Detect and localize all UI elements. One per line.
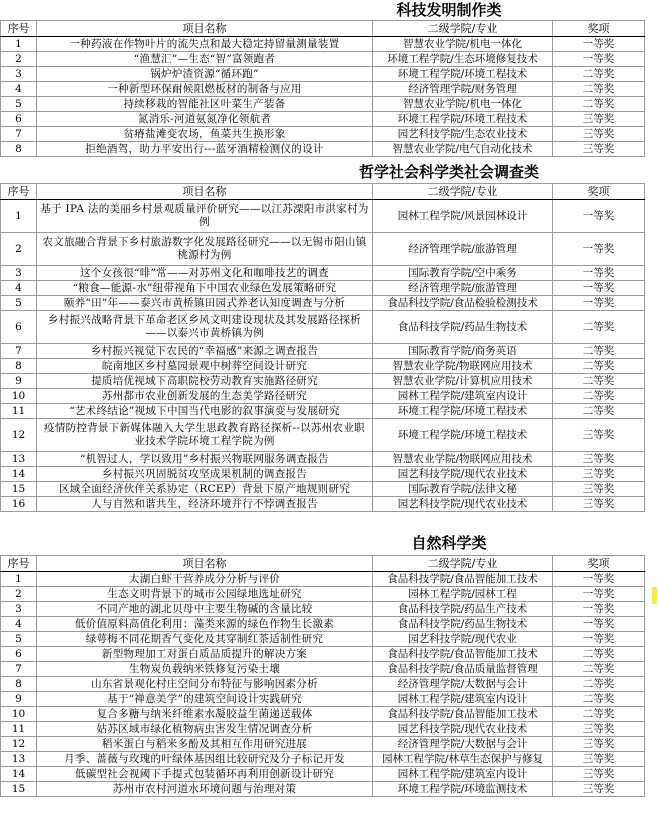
project-name: 山东省景观化村庄空间分布特征与影响因素分析 <box>37 677 373 692</box>
table-row <box>1 482 645 497</box>
table-header-row <box>1 21 645 37</box>
row-number: 11 <box>1 722 37 737</box>
project-name: 人与自然和谐共生，经济环境并行不悖调查报告 <box>37 497 373 512</box>
project-name: 稻米蛋白与稻米多酚及其相互作用研究进展 <box>37 737 373 752</box>
table-row <box>1 632 645 647</box>
header-cell: 项目名称 <box>37 184 373 200</box>
college-major: 经济管理学院/旅游管理 <box>373 233 553 266</box>
row-number: 10 <box>1 707 37 722</box>
cell-highlight <box>652 587 657 604</box>
award: 一等奖 <box>553 37 645 52</box>
college-major: 国际教育学院/法律文秘 <box>373 482 553 497</box>
college-major: 园艺科技学院/现代农业 <box>373 632 553 647</box>
award: 二等奖 <box>553 82 645 97</box>
header-cell: 序号 <box>1 556 37 572</box>
table-tech <box>0 20 645 157</box>
award: 二等奖 <box>553 404 645 419</box>
table-row <box>1 497 645 512</box>
table-row <box>1 359 645 374</box>
project-name: 这个女孩很“啡”常——对苏州文化和咖啡技艺的调查 <box>37 266 373 281</box>
award: 一等奖 <box>553 233 645 266</box>
award: 三等奖 <box>553 782 645 797</box>
college-major: 环境工程学院/环境工程技术 <box>373 404 553 419</box>
college-major: 食品科技学院/食品智能加工技术 <box>373 707 553 722</box>
project-name: 一种药液在作物叶片的流失点和最大稳定持留量测量装置 <box>37 37 373 52</box>
row-number: 7 <box>1 127 37 142</box>
award: 三等奖 <box>553 127 645 142</box>
row-number: 8 <box>1 677 37 692</box>
row-number: 9 <box>1 374 37 389</box>
row-number: 2 <box>1 233 37 266</box>
college-major: 园林工程学院/园林工程 <box>373 587 553 602</box>
row-number: 8 <box>1 142 37 157</box>
project-name: 锅炉炉渣资源“循环跑” <box>37 67 373 82</box>
award: 一等奖 <box>553 617 645 632</box>
row-number: 1 <box>1 200 37 233</box>
award: 一等奖 <box>553 296 645 311</box>
project-name: 区域全面经济伙伴关系协定（RCEP）背景下原产地规则研究 <box>37 482 373 497</box>
table-row <box>1 233 645 266</box>
project-name: “渔慧汇”—生态“智”富领跑者 <box>37 52 373 67</box>
award: 二等奖 <box>553 677 645 692</box>
table-row <box>1 752 645 767</box>
row-number: 16 <box>1 497 37 512</box>
table-row <box>1 281 645 296</box>
table-row <box>1 404 645 419</box>
row-number: 5 <box>1 632 37 647</box>
award: 三等奖 <box>553 737 645 752</box>
college-major: 园林工程学院/风景园林设计 <box>373 200 553 233</box>
header-cell: 奖项 <box>553 21 645 37</box>
college-major: 食品科技学院/食品智能加工技术 <box>373 572 553 587</box>
header-cell: 奖项 <box>553 184 645 200</box>
table-header-row <box>1 184 645 200</box>
college-major: 食品科技学院/食品质量监督管理 <box>373 662 553 677</box>
award: 三等奖 <box>553 722 645 737</box>
table-row <box>1 722 645 737</box>
project-name: 乡村振兴巩固脱贫攻坚成果机制的调查报告 <box>37 467 373 482</box>
header-cell: 序号 <box>1 184 37 200</box>
table-row <box>1 142 645 157</box>
project-name: 复合多糖与纳米纤维素水凝胶益生菌递送载体 <box>37 707 373 722</box>
award: 一等奖 <box>553 281 645 296</box>
project-name: 绿萼梅不同花期香气变化及其穿制红茶适制性研究 <box>37 632 373 647</box>
project-name: 氮消乐-河道氨氮净化领航者 <box>37 112 373 127</box>
table-row <box>1 419 645 452</box>
college-major: 园艺科技学院/生态农业技术 <box>373 127 553 142</box>
table-row <box>1 296 645 311</box>
project-name: “艺术终结论”视域下中国当代电影的叙事演变与发展研究 <box>37 404 373 419</box>
project-name: 低碳型社会视阈下手提式包装循环再利用创新设计研究 <box>37 767 373 782</box>
award: 三等奖 <box>553 767 645 782</box>
row-number: 4 <box>1 281 37 296</box>
row-number: 7 <box>1 662 37 677</box>
header-cell: 二级学院/专业 <box>373 184 553 200</box>
college-major: 经济管理学院/大数据与会计 <box>373 677 553 692</box>
table-row <box>1 97 645 112</box>
award: 三等奖 <box>553 112 645 127</box>
row-number: 5 <box>1 296 37 311</box>
table-row <box>1 587 645 602</box>
table-row <box>1 82 645 97</box>
project-name: “机智过人，学以致用”乡村振兴物联网服务调查报告 <box>37 452 373 467</box>
table-row <box>1 572 645 587</box>
table-social <box>0 183 645 512</box>
row-number: 3 <box>1 67 37 82</box>
project-name: 提质培优视域下高职院校劳动教育实施路径研究 <box>37 374 373 389</box>
college-major: 经济管理学院/财务管理 <box>373 82 553 97</box>
row-number: 11 <box>1 404 37 419</box>
row-number: 6 <box>1 311 37 344</box>
row-number: 6 <box>1 112 37 127</box>
table-row <box>1 737 645 752</box>
table-row <box>1 389 645 404</box>
row-number: 7 <box>1 344 37 359</box>
row-number: 1 <box>1 572 37 587</box>
award: 三等奖 <box>553 419 645 452</box>
row-number: 15 <box>1 782 37 797</box>
table-header-row <box>1 556 645 572</box>
college-major: 国际教育学院/空中乘务 <box>373 266 553 281</box>
college-major: 园艺科技学院/现代农业技术 <box>373 497 553 512</box>
section-title-science: 自然科学类 <box>411 534 487 552</box>
award: 一等奖 <box>553 602 645 617</box>
college-major: 食品科技学院/食品检验检测技术 <box>373 296 553 311</box>
table-row <box>1 67 645 82</box>
project-name: 基于 IPA 法的美丽乡村景观质量评价研究——以江苏溧阳市洪家村为例 <box>37 200 373 233</box>
project-name: 生态文明背景下的城市公园绿地选址研究 <box>37 587 373 602</box>
row-number: 12 <box>1 419 37 452</box>
award: 二等奖 <box>553 707 645 722</box>
header-cell: 二级学院/专业 <box>373 21 553 37</box>
table-row <box>1 707 645 722</box>
project-name: 苏州都市农业创新发展的生态美学路径研究 <box>37 389 373 404</box>
table-row <box>1 127 645 142</box>
project-name: 月季、蔷薇与玫瑰的叶绿体基因组比较研究及分子标记开发 <box>37 752 373 767</box>
row-number: 9 <box>1 692 37 707</box>
college-major: 环境工程学院/环境监测技术 <box>373 782 553 797</box>
award: 二等奖 <box>553 344 645 359</box>
college-major: 经济管理学院/大数据与会计 <box>373 737 553 752</box>
award: 一等奖 <box>553 587 645 602</box>
header-cell: 项目名称 <box>37 556 373 572</box>
award: 二等奖 <box>553 389 645 404</box>
table-row <box>1 344 645 359</box>
college-major: 智慧农业学院/电气自动化技术 <box>373 142 553 157</box>
project-name: 颐养“田”年——泰兴市黄桥镇田园式养老认知度调查与分析 <box>37 296 373 311</box>
table-row <box>1 692 645 707</box>
header-cell: 项目名称 <box>37 21 373 37</box>
college-major: 智慧农业学院/计算机应用技术 <box>373 374 553 389</box>
table-row <box>1 617 645 632</box>
project-name: 基于“禅意美学”的建筑空间设计实践研究 <box>37 692 373 707</box>
college-major: 食品科技学院/食品智能加工技术 <box>373 647 553 662</box>
row-number: 15 <box>1 482 37 497</box>
project-name: 乡村振兴战略背景下革命老区乡风文明建设现状及其发展路径探析——以泰兴市黄桥镇为例 <box>37 311 373 344</box>
college-major: 园林工程学院/建筑室内设计 <box>373 692 553 707</box>
college-major: 园艺科技学院/现代农业技术 <box>373 722 553 737</box>
header-cell: 序号 <box>1 21 37 37</box>
award: 三等奖 <box>553 752 645 767</box>
table-row <box>1 647 645 662</box>
table-row <box>1 52 645 67</box>
table-row <box>1 662 645 677</box>
table-row <box>1 311 645 344</box>
award: 一等奖 <box>553 266 645 281</box>
table-row <box>1 467 645 482</box>
project-name: 新型物理加工对蛋白质品质提升的解决方案 <box>37 647 373 662</box>
project-name: 乡村振兴视觉下农民的“幸福感”来源之调查报告 <box>37 344 373 359</box>
project-name: 贫瘠盐滩变农场，鱼菜共生换形象 <box>37 127 373 142</box>
table-row <box>1 452 645 467</box>
award: 二等奖 <box>553 359 645 374</box>
header-cell: 奖项 <box>553 556 645 572</box>
college-major: 智慧农业学院/机电一体化 <box>373 97 553 112</box>
project-name: 一种新型环保耐候阻燃板材的制备与应用 <box>37 82 373 97</box>
college-major: 国际教育学院/商务英语 <box>373 344 553 359</box>
college-major: 环境工程学院/环境工程技术 <box>373 67 553 82</box>
row-number: 2 <box>1 52 37 67</box>
award: 一等奖 <box>553 200 645 233</box>
college-major: 园艺科技学院/现代农业技术 <box>373 467 553 482</box>
project-name: 疫情防控背景下新媒体融入大学生思政教育路径探析--以苏州农业职业技术学院环境工程学院为例 <box>37 419 373 452</box>
row-number: 1 <box>1 37 37 52</box>
row-number: 13 <box>1 752 37 767</box>
project-name: “粮食—能源-水”纽带视角下中国农业绿色发展策略研究 <box>37 281 373 296</box>
project-name: 持续移栽的智能社区叶菜生产装备 <box>37 97 373 112</box>
row-number: 10 <box>1 389 37 404</box>
award: 三等奖 <box>553 452 645 467</box>
college-major: 智慧农业学院/机电一体化 <box>373 37 553 52</box>
award: 一等奖 <box>553 572 645 587</box>
award: 二等奖 <box>553 67 645 82</box>
table-row <box>1 37 645 52</box>
row-number: 14 <box>1 467 37 482</box>
project-name: 拒绝酒驾，助力平安出行---蓝牙酒精检测仪的设计 <box>37 142 373 157</box>
table-row <box>1 374 645 389</box>
row-number: 12 <box>1 737 37 752</box>
award: 一等奖 <box>553 52 645 67</box>
table-row <box>1 767 645 782</box>
award: 二等奖 <box>553 692 645 707</box>
table-row <box>1 602 645 617</box>
project-name: 姑苏区域市绿化植物病虫害发生情况调查分析 <box>37 722 373 737</box>
row-number: 8 <box>1 359 37 374</box>
row-number: 3 <box>1 266 37 281</box>
section-title-social: 哲学社会科学类社会调查类 <box>358 163 539 181</box>
header-cell: 二级学院/专业 <box>373 556 553 572</box>
award: 三等奖 <box>553 142 645 157</box>
project-name: 生物炭负载纳米铁修复污染土壤 <box>37 662 373 677</box>
award: 二等奖 <box>553 374 645 389</box>
table-row <box>1 266 645 281</box>
award: 三等奖 <box>553 467 645 482</box>
row-number: 4 <box>1 617 37 632</box>
college-major: 园林工程学院/林草生态保护与修复 <box>373 752 553 767</box>
row-number: 4 <box>1 82 37 97</box>
college-major: 经济管理学院/旅游管理 <box>373 281 553 296</box>
project-name: 太湖白虾干营养成分分析与评价 <box>37 572 373 587</box>
row-number: 6 <box>1 647 37 662</box>
award: 二等奖 <box>553 97 645 112</box>
table-row <box>1 112 645 127</box>
section-title-tech: 科技发明制作类 <box>396 1 502 19</box>
award: 三等奖 <box>553 497 645 512</box>
college-major: 园林工程学院/建筑室内设计 <box>373 389 553 404</box>
project-name: 苏州市农村河道水环境问题与治理对策 <box>37 782 373 797</box>
row-number: 2 <box>1 587 37 602</box>
college-major: 食品科技学院/药品生产技术 <box>373 602 553 617</box>
college-major: 智慧农业学院/物联网应用技术 <box>373 452 553 467</box>
table-science <box>0 555 645 797</box>
project-name: 皖南地区乡村墓园景观中树葬空间设计研究 <box>37 359 373 374</box>
college-major: 环境工程学院/生态环境修复技术 <box>373 52 553 67</box>
award: 三等奖 <box>553 482 645 497</box>
table-row <box>1 782 645 797</box>
row-number: 14 <box>1 767 37 782</box>
award: 一等奖 <box>553 632 645 647</box>
table-row <box>1 200 645 233</box>
row-number: 3 <box>1 602 37 617</box>
project-name: 农文旅融合背景下乡村旅游数字化发展路径研究——以无锡市阳山镇桃源村为例 <box>37 233 373 266</box>
row-number: 13 <box>1 452 37 467</box>
college-major: 环境工程学院/环境工程技术 <box>373 419 553 452</box>
college-major: 食品科技学院/药品生物技术 <box>373 617 553 632</box>
project-name: 低价值原料高值化利用：藻类来源的绿色作物生长激素 <box>37 617 373 632</box>
award: 二等奖 <box>553 662 645 677</box>
college-major: 食品科技学院/药品生物技术 <box>373 311 553 344</box>
award: 二等奖 <box>553 311 645 344</box>
project-name: 不同产地的湖北贝母中主要生物碱的含量比较 <box>37 602 373 617</box>
table-row <box>1 677 645 692</box>
college-major: 园林工程学院/建筑室内设计 <box>373 767 553 782</box>
award: 二等奖 <box>553 647 645 662</box>
college-major: 智慧农业学院/物联网应用技术 <box>373 359 553 374</box>
row-number: 5 <box>1 97 37 112</box>
college-major: 环境工程学院/环境工程技术 <box>373 112 553 127</box>
